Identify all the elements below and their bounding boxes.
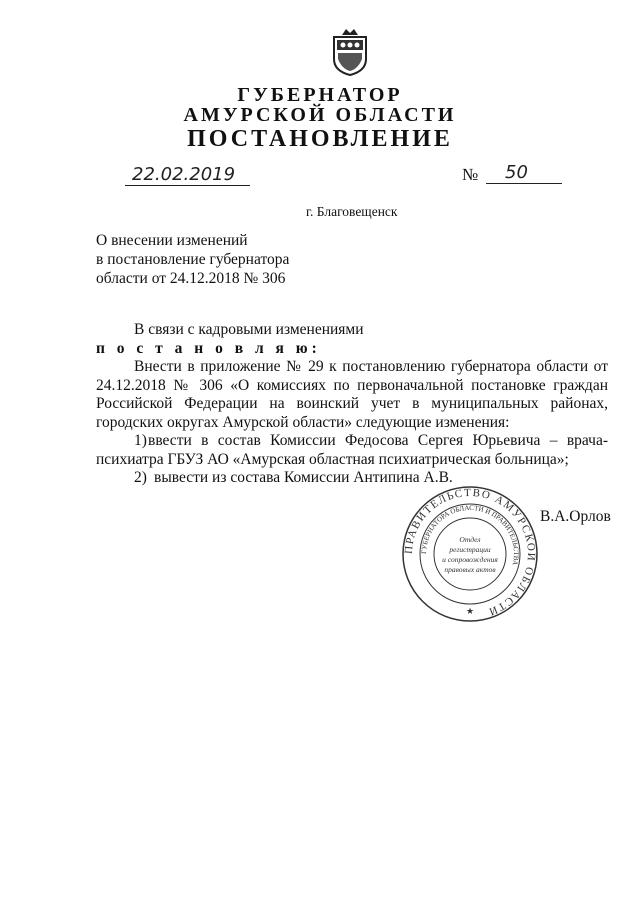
doc-type-heading: ПОСТАНОВЛЕНИЕ xyxy=(187,126,453,152)
stamp-center-line-2: регистрации xyxy=(449,545,491,554)
signatory-name: В.А.Орлов xyxy=(540,508,611,525)
official-stamp xyxy=(400,484,540,624)
stamp-center-line-1: Отдел xyxy=(459,535,481,544)
item-2-text: вывести из состава Комиссии Антипина А.В. xyxy=(154,469,453,486)
coat-of-arms-emblem xyxy=(328,25,372,77)
decree-word: п о с т а н о в л я ю: xyxy=(96,340,321,357)
title-line-1: ГУБЕРНАТОР xyxy=(237,84,403,106)
stamp-outer-text: ПРАВИТЕЛЬСТВО АМУРСКОЙ ОБЛАСТИ xyxy=(402,486,538,618)
item-2-prefix: 2) xyxy=(134,469,147,486)
number-handwritten: 50 xyxy=(505,162,528,183)
stamp-center-line-4: правовых актов xyxy=(444,565,496,574)
subject-line-3: области от 24.12.2018 № 306 xyxy=(96,270,286,287)
number-label: № xyxy=(462,165,479,184)
subject-line-1: О внесении изменений xyxy=(96,232,248,249)
intro-text: В связи с кадровыми изменениями xyxy=(134,321,364,338)
city: г. Благовещенск xyxy=(306,204,398,219)
subject-line-2: в постановление губернатора xyxy=(96,251,290,268)
title-line-2: АМУРСКОЙ ОБЛАСТИ xyxy=(183,104,457,126)
stamp-star-icon: ★ xyxy=(465,606,475,616)
date-handwritten: 22.02.2019 xyxy=(132,164,236,185)
item-1-text: ввести в состав Комиссии Федосова Сергея Юрьевича – врача-психиатра ГБУЗ АО «Амурская областная психиатрическая больница»; xyxy=(96,432,608,468)
stamp-center-line-3: и сопровождения xyxy=(442,555,498,564)
item-1-prefix: 1) xyxy=(134,432,147,449)
stamp-inner-text: ГУБЕРНАТОРА ОБЛАСТИ И ПРАВИТЕЛЬСТВА xyxy=(419,503,521,567)
main-paragraph: Внести в приложение № 29 к постановлению губернатора области от 24.12.2018 № 306 «О комиссиях по первоначальной постановке граждан Российской Федерации на воинский учет в муниципальных районах, городских округах Амурской области» следующие изменения: xyxy=(96,358,608,431)
